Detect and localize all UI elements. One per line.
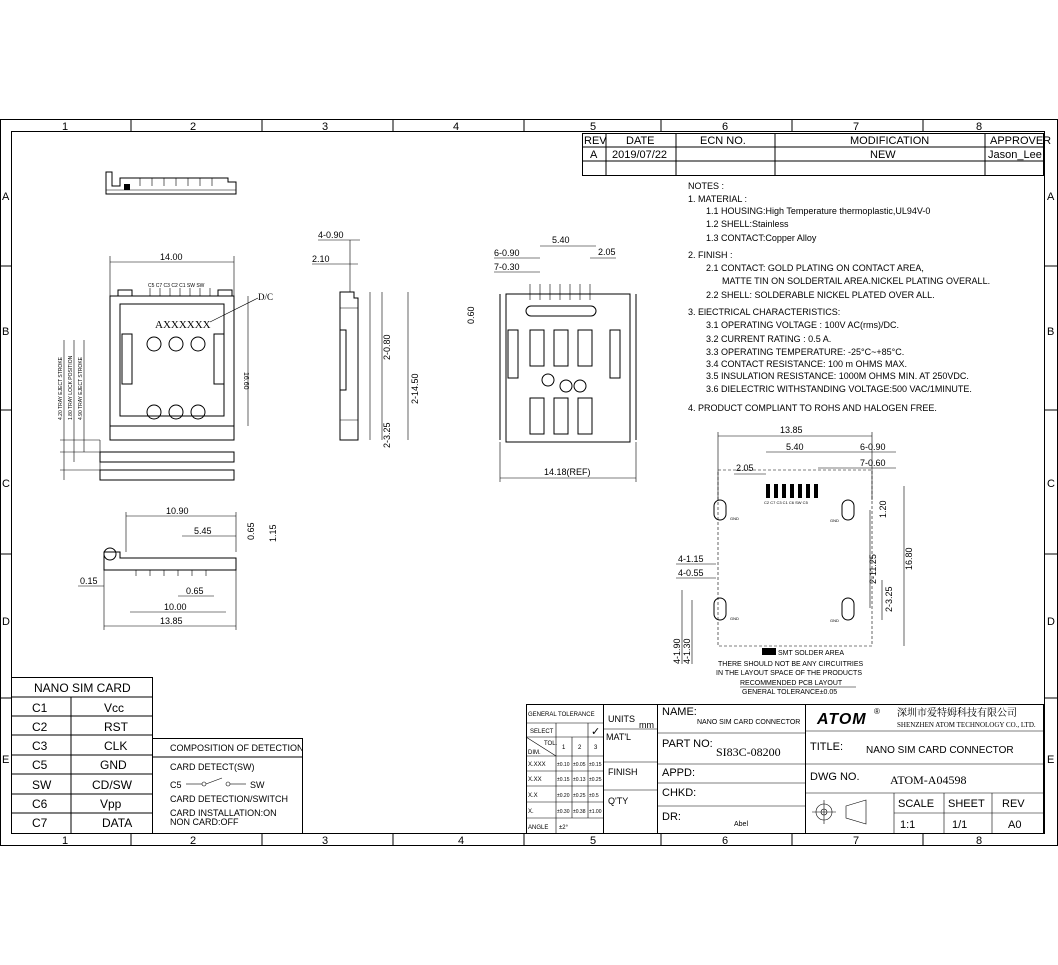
col-2-bottom: 2: [190, 835, 197, 847]
notes: [688, 181, 990, 413]
finish-label: FINISH: [608, 767, 638, 777]
units-label: UNITS: [608, 714, 635, 724]
pcb-caption-4: GENERAL TOLERANCE±0.05: [742, 689, 838, 696]
smt-legend: SMT SOLDER AREA: [778, 650, 845, 657]
front-view: [78, 506, 278, 630]
row-c-right: C: [1047, 478, 1055, 490]
tol-row-val: ±0.5: [589, 793, 599, 799]
col-5-bottom: 5: [590, 835, 597, 847]
card-detect-label: CARD DETECT(SW): [170, 762, 255, 772]
tray-lock-position: 1.80 TRAY LOCK POSITION: [68, 355, 74, 420]
sw-label: SW: [250, 780, 265, 790]
title-block: [526, 705, 1044, 834]
row-e-left: E: [2, 754, 10, 766]
projection-symbol-icon: [812, 800, 866, 824]
top-view-height: 16.60: [242, 372, 249, 390]
front-view-dim-2: 5.45: [194, 526, 212, 536]
pin-name: C5: [32, 758, 48, 772]
tolerance-dim: DIM.: [528, 750, 541, 756]
name-value: NANO SIM CARD CONNECTOR: [697, 719, 801, 726]
bottom-view-dim-1: 5.40: [552, 235, 570, 245]
tol-row-val: ±1.00: [589, 809, 602, 815]
col-7-top: 7: [853, 121, 860, 133]
dwg-label: DWG NO.: [810, 771, 860, 783]
pcb-dim-7: 2-11.25: [868, 554, 878, 584]
approver-value: Jason_Lee: [988, 149, 1042, 161]
units-value: mm: [639, 720, 654, 730]
bottom-view-dim-3: 7-0.30: [494, 262, 520, 272]
revision-block: [582, 133, 1051, 176]
row-c-left: C: [2, 478, 10, 490]
title-value: NANO SIM CARD CONNECTOR: [866, 745, 1014, 756]
pin-signal: Vcc: [104, 701, 125, 715]
tol-row-label: X.XXX: [528, 762, 546, 768]
pin-name: C2: [32, 720, 48, 734]
tol-row-label: X.X: [528, 793, 538, 799]
bottom-view: [466, 235, 636, 482]
tol-row-val: ±0.10: [557, 762, 570, 768]
note-line: 2.2 SHELL: SOLDERABLE NICKEL PLATED OVER ALL.: [706, 290, 935, 300]
col-4-bottom: 4: [458, 835, 465, 847]
row-a-left: A: [2, 191, 10, 203]
row-b-right: B: [1047, 326, 1055, 338]
pcb-gnd-4: GND: [830, 618, 839, 623]
tol-row-val: ±0.05: [573, 762, 586, 768]
pin-signal: CD/SW: [92, 778, 132, 792]
bottom-view-dim-4: 2.05: [598, 247, 616, 257]
note-line: 3. ElECTRICAL CHARACTERISTICS:: [688, 307, 841, 317]
matl-label: MAT'L: [606, 732, 632, 742]
pin-signal: RST: [104, 720, 128, 734]
atom-logo: ATOM: [817, 711, 867, 728]
sheet-value: 1/1: [952, 819, 968, 831]
switch-label: CARD DETECTION/SWITCH: [170, 794, 288, 804]
modification-value: NEW: [870, 149, 896, 161]
pcb-gnd-1: GND: [730, 516, 739, 521]
top-view-width: 14.00: [160, 252, 183, 262]
row-a-right: A: [1047, 191, 1055, 203]
appd-label: APPD:: [662, 767, 696, 779]
col-6-top: 6: [722, 121, 729, 133]
note-line: 2.1 CONTACT: GOLD PLATING ON CONTACT AREA,: [706, 263, 924, 273]
top-view: [58, 252, 273, 480]
pcb-dim-9: 2-3.25: [884, 586, 894, 612]
pcb-dim-10: 4-1.15: [678, 554, 704, 564]
note-line: 3.6 DIELECTRIC WITHSTANDING VOLTAGE:500 VAC/1MINUTE.: [706, 384, 972, 394]
part-label: PART NO:: [662, 738, 713, 750]
tol-row-label: X.XX: [528, 777, 542, 783]
note-line: 4. PRODUCT COMPLIANT TO ROHS AND HALOGEN FREE.: [688, 403, 937, 413]
pin-name: C6: [32, 797, 48, 811]
c5-label: C5: [170, 780, 182, 790]
front-view-dim-3: 0.65: [246, 522, 256, 540]
note-line: 3.4 CONTACT RESISTANCE: 100 m OHMS MAX.: [706, 359, 908, 369]
pcb-dim-13: 4-1.30: [682, 638, 692, 664]
tolerance-select: SELECT: [530, 729, 554, 735]
bottom-view-dim-5: 0.60: [466, 306, 476, 324]
top-side-view: [106, 172, 236, 194]
pcb-dim-11: 4-0.55: [678, 568, 704, 578]
tol-row-label: ANGLE: [528, 825, 549, 831]
pin-table: [11, 678, 153, 834]
col-3-top: 3: [322, 121, 329, 133]
pin-table-title: NANO SIM CARD: [34, 681, 131, 695]
pcb-dim-12: 4-1.90: [672, 638, 682, 664]
pin-name: SW: [32, 778, 52, 792]
col-6-bottom: 6: [722, 835, 729, 847]
col-5-top: 5: [590, 121, 597, 133]
row-e-right: E: [1047, 754, 1055, 766]
non-card-label: NON CARD:OFF: [170, 817, 239, 827]
tol-row-val: ±0.15: [589, 762, 602, 768]
bottom-view-dim-2: 6-0.90: [494, 248, 520, 258]
col-1-top: 1: [62, 121, 69, 133]
tol-row-val: ±2°: [559, 825, 569, 831]
note-line: 1.2 SHELL:Stainless: [706, 219, 789, 229]
col-8-bottom: 8: [976, 835, 983, 847]
side-view-dim-2: 2.10: [312, 254, 330, 264]
rev-label: REV: [1002, 798, 1025, 810]
pcb-caption-1: THERE SHOULD NOT BE ANY CIRCUITRIES: [718, 661, 864, 668]
pcb-caption-3: RECOMMENDED PCB LAYOUT: [740, 680, 843, 687]
note-line: 3.2 CURRENT RATING : 0.5 A.: [706, 334, 832, 344]
pin-signal: Vpp: [100, 797, 122, 811]
tolerance-col-2: 2: [578, 745, 582, 751]
note-line: 2. FINISH :: [688, 250, 733, 260]
pcb-dim-8: 16.80: [904, 547, 914, 570]
ecn-header: ECN NO.: [700, 135, 746, 147]
note-line: 3.3 OPERATING TEMPERATURE: -25°C~+85°C.: [706, 347, 905, 357]
pin-name: C3: [32, 739, 48, 753]
pcb-caption-2: IN THE LAYOUT SPACE OF THE PRODUCTS: [716, 670, 862, 677]
note-line: 3.1 OPERATING VOLTAGE : 100V AC(rms)/DC.: [706, 320, 900, 330]
tolerance-title: GENERAL TOLERANCE: [528, 712, 595, 718]
pin-signal: GND: [100, 758, 127, 772]
pcb-gnd-3: GND: [730, 616, 739, 621]
front-view-dim-4: 1.15: [268, 524, 278, 542]
note-line: 1. MATERIAL :: [688, 194, 748, 204]
qty-label: Q'TY: [608, 796, 629, 806]
pcb-dim-6: 1.20: [878, 500, 888, 518]
pcb-dim-1: 13.85: [780, 425, 803, 435]
dwg-value: ATOM-A04598: [890, 773, 967, 787]
date-header: DATE: [626, 135, 655, 147]
tolerance-check: ✓: [591, 726, 601, 738]
pin-signal: DATA: [102, 816, 133, 830]
row-d-left: D: [2, 616, 10, 628]
dr-value: Abel: [734, 821, 749, 828]
pcb-gnd-2: GND: [830, 518, 839, 523]
smt-legend-swatch: [762, 648, 776, 655]
pcb-pin-labels: C2 C7 C3 C1 C6 SW C5: [764, 500, 808, 505]
tol-row-val: ±0.20: [557, 793, 570, 799]
tolerance-col-1: 1: [562, 745, 566, 751]
tol-row-val: ±0.30: [557, 809, 570, 815]
pcb-layout: [672, 425, 914, 696]
rev-value: A: [590, 149, 598, 161]
col-2-top: 2: [190, 121, 197, 133]
side-view-dim-3: 2-0.80: [382, 334, 392, 360]
note-line: MATTE TIN ON SOLDERTAIL AREA.NICKEL PLATING OVERALL.: [722, 276, 991, 286]
detection-box: [152, 739, 304, 834]
top-view-pin-labels: C5 C7 C3 C2 C1 SW SW: [148, 283, 205, 289]
top-view-dc-label: D/C: [258, 292, 274, 302]
tolerance-tol: TOL.: [544, 741, 558, 747]
tray-eject-stroke-2: 4.90 TRAY EJECT STROKE: [78, 357, 84, 420]
col-3-bottom: 3: [322, 835, 329, 847]
pin-name: C1: [32, 701, 48, 715]
modification-header: MODIFICATION: [850, 135, 930, 147]
side-view-dim-5: 2-3.25: [382, 422, 392, 448]
notes-title: NOTES :: [688, 181, 725, 191]
pin-name: C7: [32, 816, 48, 830]
row-d-right: D: [1047, 616, 1055, 628]
tol-row-label: X.: [528, 809, 534, 815]
chkd-label: CHKD:: [662, 787, 697, 799]
note-line: 1.3 CONTACT:Copper Alloy: [706, 233, 817, 243]
installation-label: CARD INSTALLATION:ON: [170, 808, 277, 818]
front-view-dim-7: 10.00: [164, 602, 187, 612]
date-value: 2019/07/22: [612, 149, 668, 161]
front-view-dim-6: 0.65: [186, 586, 204, 596]
rev-value-tb: A0: [1008, 819, 1022, 831]
side-view-dim-1: 4-0.90: [318, 230, 344, 240]
col-7-bottom: 7: [853, 835, 860, 847]
detection-title: COMPOSITION OF DETECTION: [170, 743, 304, 753]
pcb-dim-2: 5.40: [786, 442, 804, 452]
col-8-top: 8: [976, 121, 983, 133]
side-view-dim-4: 2-14.50: [410, 373, 420, 404]
side-view: [312, 230, 420, 448]
rev-header: REV: [584, 135, 607, 147]
tol-row-val: ±0.13: [573, 777, 586, 783]
front-view-dim-1: 10.90: [166, 506, 189, 516]
scale-value: 1:1: [900, 819, 916, 831]
scale-label: SCALE: [898, 798, 935, 810]
front-view-dim-5: 0.15: [80, 576, 98, 586]
col-4-top: 4: [453, 121, 460, 133]
pin-signal: CLK: [104, 739, 128, 753]
pcb-dim-4: 7-0.60: [860, 458, 886, 468]
tol-row-val: ±0.15: [557, 777, 570, 783]
name-label: NAME:: [662, 706, 697, 718]
top-view-marking: AXXXXXX: [155, 319, 211, 331]
sheet-label: SHEET: [948, 798, 985, 810]
title-label: TITLE:: [810, 741, 844, 753]
tol-row-val: ±0.38: [573, 809, 586, 815]
company-cn: 深圳市爱特姆科技有限公司: [897, 708, 1017, 719]
tray-eject-stroke-1: 4.20 TRAY EJECT STROKE: [58, 357, 64, 420]
registered-mark: ®: [874, 707, 880, 716]
pcb-dim-5: 2.05: [736, 463, 754, 473]
note-line: 3.5 INSULATION RESISTANCE: 1000M OHMS MIN. AT 250VDC.: [706, 371, 969, 381]
note-line: 1.1 HOUSING:High Temperature thermoplastic,UL94V-0: [706, 206, 931, 216]
tol-row-val: ±0.25: [589, 777, 602, 783]
row-b-left: B: [2, 326, 10, 338]
sheet-frame: [0, 119, 1058, 847]
company-en: SHENZHEN ATOM TECHNOLOGY CO., LTD.: [897, 721, 1036, 729]
tolerance-col-3: 3: [594, 745, 598, 751]
bottom-view-ref: 14.18(REF): [544, 467, 591, 477]
approver-header: APPROVER: [990, 135, 1052, 147]
col-1-bottom: 1: [62, 835, 69, 847]
front-view-dim-8: 13.85: [160, 616, 183, 626]
part-value: SI83C-08200: [716, 745, 781, 759]
dr-label: DR:: [662, 811, 681, 823]
tol-row-val: ±0.25: [573, 793, 586, 799]
pcb-dim-3: 6-0.90: [860, 442, 886, 452]
